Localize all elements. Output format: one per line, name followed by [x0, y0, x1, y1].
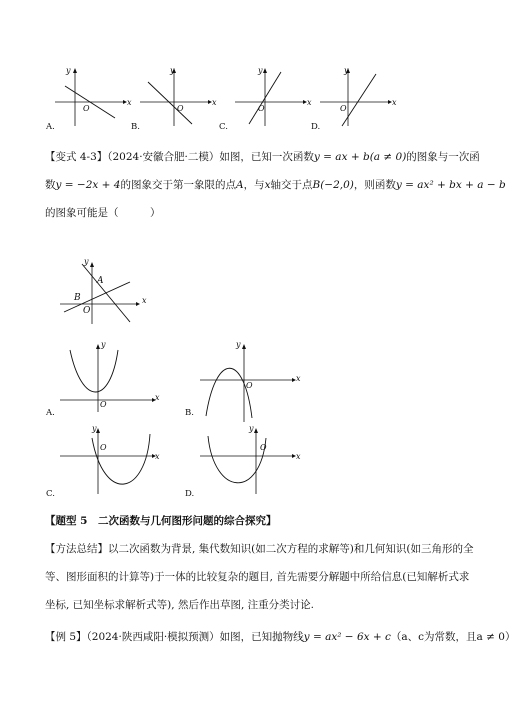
parabola-option-c[interactable]: C. — [46, 489, 55, 499]
method-line-3: 坐标, 已知坐标求解析式等), 然后作出草图, 注重分类讨论. — [45, 599, 314, 611]
parabola-b-y-label: y — [236, 340, 241, 349]
top-graph-b-x-label: x — [212, 98, 217, 107]
parabola-c-y-label: y — [92, 424, 97, 433]
variant-line1-pre: 【变式 4-3】（2024·安徽合肥·二模）如图，已知一次函数 — [45, 151, 314, 163]
intersection-point-b: B — [74, 293, 81, 303]
top-graph-c-x-label: x — [307, 98, 312, 107]
variant-line1-math: y = ax + b(a ≠ 0) — [313, 151, 407, 163]
top-option-d[interactable]: D. — [311, 122, 321, 132]
variant-line2-mid3: 轴交于点 — [270, 179, 313, 191]
example-math: y = ax² − 6x + c — [303, 631, 391, 643]
parabola-a-y-label: y — [101, 340, 106, 349]
parabola-a-x-label: x — [155, 393, 160, 402]
variant-line2-mid: 的图象交于第一象限的点 — [120, 179, 236, 191]
parabola-c-origin: O — [100, 443, 107, 452]
intersection-figure — [60, 258, 150, 324]
parabola-graph-a — [60, 342, 160, 412]
top-graph-c — [235, 68, 305, 128]
top-graph-b — [140, 68, 210, 128]
parabola-b-x-label: x — [296, 374, 301, 383]
parabola-d-origin: O — [260, 443, 267, 452]
parabola-graph-c — [60, 426, 160, 496]
section-title: 【题型 5 二次函数与几何图形问题的综合探究】 — [45, 515, 277, 527]
top-graph-a — [55, 68, 125, 128]
top-graph-b-origin: O — [177, 104, 184, 113]
parabola-b-origin: O — [246, 381, 253, 390]
top-graph-a-origin: O — [83, 104, 90, 113]
top-graph-b-y-label: y — [170, 66, 175, 75]
example-line — [45, 630, 515, 645]
parabola-option-d[interactable]: D. — [185, 489, 195, 499]
top-option-b[interactable]: B. — [131, 122, 140, 132]
variant-line2-pre: 数 — [45, 179, 56, 191]
parabola-a-origin: O — [100, 400, 107, 409]
example-post: （a、c为常数，且a ≠ 0） — [390, 631, 515, 643]
variant-line2-mid2: ，与 — [243, 179, 265, 191]
parabola-option-b[interactable]: B. — [185, 408, 194, 418]
top-graph-c-origin: O — [258, 104, 265, 113]
intersection-point-a: A — [97, 276, 104, 286]
top-graph-d-x-label: x — [392, 98, 397, 107]
method-line-1: 【方法总结】以二次函数为背景, 集代数知识(如二次方程的求解等)和几何知识(如三角形的全 — [45, 543, 474, 555]
intersection-origin: O — [83, 306, 91, 316]
variant-line2-point-b: B(−2,0) — [312, 179, 354, 191]
top-graph-a-x-label: x — [127, 98, 132, 107]
parabola-d-y-label: y — [249, 424, 254, 433]
method-line-2: 等、图形面积的计算等)于一体的比较复杂的题目, 首先需要分解题中所给信息(已知解析式求 — [45, 571, 470, 583]
variant-line-3: 的图象可能是（ ） — [45, 207, 161, 219]
top-graph-d — [320, 68, 390, 128]
top-graph-c-y-label: y — [258, 66, 263, 75]
variant-line2-math: y = −2x + 4 — [55, 179, 121, 191]
variant-line1-post: 的图象与一次函 — [406, 151, 480, 163]
variant-line2-x: x — [264, 179, 271, 191]
top-graph-d-y-label: y — [344, 66, 349, 75]
top-option-c[interactable]: C. — [219, 122, 228, 132]
intersection-y-label: y — [84, 257, 89, 266]
example-pre: 【例 5】（2024·陕西咸阳·模拟预测）如图，已知抛物线 — [45, 631, 304, 643]
variant-line2-math2: y = ax² + bx + a − b — [395, 179, 506, 191]
variant-line-1 — [45, 150, 480, 165]
variant-line-2 — [45, 178, 506, 193]
top-option-a[interactable]: A. — [46, 122, 55, 132]
parabola-c-x-label: x — [155, 452, 160, 461]
variant-line2-point-a: A — [235, 179, 244, 191]
parabola-option-a[interactable]: A. — [46, 408, 55, 418]
variant-line2-mid4: ，则函数 — [353, 179, 396, 191]
intersection-x-label: x — [142, 296, 147, 305]
parabola-d-x-label: x — [296, 452, 301, 461]
top-graph-a-y-label: y — [66, 66, 71, 75]
top-graph-d-origin: O — [340, 104, 347, 113]
parabola-graph-d — [200, 426, 300, 496]
